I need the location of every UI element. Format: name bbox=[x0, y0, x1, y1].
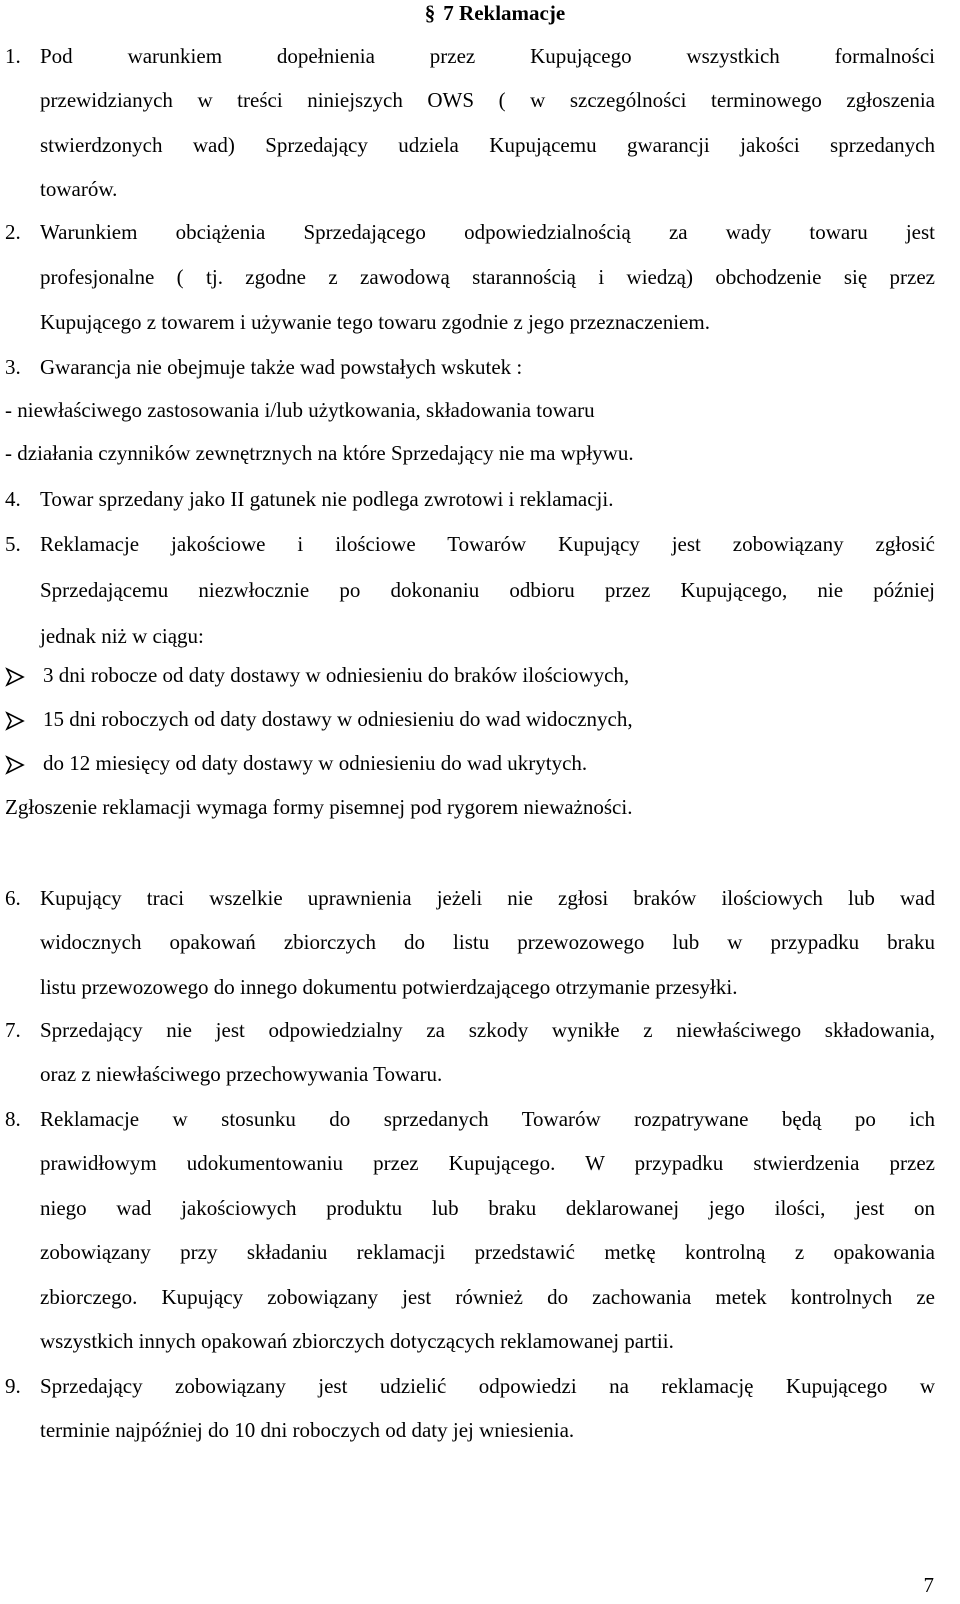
clause-line: Warunkiem obciążenia Sprzedającego odpowiedzialnością za wady towaru jest bbox=[40, 220, 935, 244]
bullet-text: 3 dni robocze od daty dostawy w odniesieniu do braków ilościowych, bbox=[43, 663, 630, 687]
clause-line: Sprzedającemu niezwłocznie po dokonaniu odbioru przez Kupującego, nie później bbox=[40, 577, 935, 602]
written-form-note: Zgłoszenie reklamacji wymaga formy pisemnej pod rygorem nieważności. bbox=[5, 795, 633, 819]
clause-3-dash-line: - działania czynników zewnętrznych na które Sprzedający nie ma wpływu. bbox=[5, 441, 634, 465]
clause-line: prawidłowym udokumentowaniu przez Kupującego. W przypadku stwierdzenia przez bbox=[40, 1151, 935, 1176]
clause-line: Sprzedający nie jest odpowiedzialny za szkody wynikłe z niewłaściwego składowania, bbox=[40, 1018, 935, 1042]
section-title: 7 Reklamacje bbox=[443, 1, 566, 25]
clause-line: stwierdzonych wad) Sprzedający udziela Kupującemu gwarancji jakości sprzedanych bbox=[40, 132, 935, 157]
clause-text bbox=[40, 478, 935, 520]
clause-line: wszystkich innych opakowań zbiorczych dotyczących reklamowanej partii. bbox=[40, 1329, 674, 1354]
clause-line: zobowiązany przy składaniu reklamacji przedstawić metkę kontrolną z opakowania bbox=[40, 1240, 935, 1265]
clause-3-dash-line: - niewłaściwego zastosowania i/lub użytkowania, składowania towaru bbox=[5, 398, 595, 422]
clause-line: Towar sprzedany jako II gatunek nie podlega zwrotowi i reklamacji. bbox=[40, 487, 614, 511]
clause-line: przewidzianych w treści niniejszych OWS ( w szczególności terminowego zgłoszenia bbox=[40, 88, 935, 113]
clause-number: 5. bbox=[5, 532, 21, 556]
clause-text bbox=[40, 1097, 935, 1363]
clause-number: 1. bbox=[5, 44, 21, 68]
clause-text bbox=[40, 34, 935, 212]
clause-3 bbox=[5, 346, 935, 388]
clause-number: 7. bbox=[5, 1018, 21, 1042]
clause-8 bbox=[5, 1097, 935, 1363]
section-sign: § bbox=[424, 1, 436, 25]
clause-text bbox=[40, 522, 935, 659]
clause-line: oraz z niewłaściwego przechowywania Towaru. bbox=[40, 1062, 443, 1087]
clause-text bbox=[40, 1364, 935, 1453]
clause-line: zbiorczego. Kupujący zobowiązany jest również do zachowania metek kontrolnych ze bbox=[40, 1284, 935, 1309]
arrow-bullet-icon bbox=[5, 711, 27, 731]
clause-1 bbox=[5, 34, 935, 212]
arrow-bullet-icon bbox=[5, 755, 27, 775]
clause-line: towarów. bbox=[40, 177, 118, 202]
clause-6 bbox=[5, 876, 935, 1009]
section-heading bbox=[0, 0, 960, 26]
clause-text bbox=[40, 210, 935, 345]
clause-5 bbox=[5, 522, 935, 659]
clause-line: Reklamacje w stosunku do sprzedanych Towarów rozpatrywane będą po ich bbox=[40, 1107, 935, 1131]
clause-number: 9. bbox=[5, 1374, 21, 1398]
clause-number: 8. bbox=[5, 1107, 21, 1131]
clause-4 bbox=[5, 478, 935, 520]
bullet-text: 15 dni roboczych od daty dostawy w odniesieniu do wad widocznych, bbox=[43, 707, 633, 731]
clause-number: 4. bbox=[5, 487, 21, 511]
clause-line: profesjonalne ( tj. zgodne z zawodową starannością i wiedzą) obchodzenie się przez bbox=[40, 265, 935, 289]
bullet-text: do 12 miesięcy od daty dostawy w odniesieniu do wad ukrytych. bbox=[43, 751, 588, 775]
clause-line: listu przewozowego do innego dokumentu potwierdzającego otrzymanie przesyłki. bbox=[40, 974, 738, 999]
clause-number: 2. bbox=[5, 220, 21, 244]
clause-7 bbox=[5, 1008, 935, 1097]
clause-line: Kupującego z towarem i używanie tego towaru zgodnie z jego przeznaczeniem. bbox=[40, 310, 710, 334]
clause-line: Sprzedający zobowiązany jest udzielić odpowiedzi na reklamację Kupującego w bbox=[40, 1374, 935, 1398]
clause-line: niego wad jakościowych produktu lub braku deklarowanej jego ilości, jest on bbox=[40, 1195, 935, 1220]
clause-text bbox=[40, 876, 935, 1009]
clause-line: Kupujący traci wszelkie uprawnienia jeżeli nie zgłosi braków ilościowych lub wad bbox=[40, 886, 935, 910]
clause-line: Reklamacje jakościowe i ilościowe Towarów Kupujący jest zobowiązany zgłosić bbox=[40, 532, 935, 556]
clause-9 bbox=[5, 1364, 935, 1453]
clause-line: terminie najpóźniej do 10 dni roboczych od daty jej wniesienia. bbox=[40, 1418, 575, 1443]
clause-number: 3. bbox=[5, 355, 21, 379]
clause-line: jednak niż w ciągu: bbox=[40, 623, 204, 648]
clause-text bbox=[40, 346, 935, 388]
clause-line: widocznych opakowań zbiorczych do listu przewozowego lub w przypadku braku bbox=[40, 930, 935, 955]
clause-text bbox=[40, 1008, 935, 1097]
page-number: 7 bbox=[923, 1573, 934, 1597]
arrow-bullet-icon bbox=[5, 667, 27, 687]
clause-number: 6. bbox=[5, 886, 21, 910]
clause-2 bbox=[5, 210, 935, 345]
clause-line: Gwarancja nie obejmuje także wad powstałych wskutek : bbox=[40, 355, 523, 379]
clause-line: Pod warunkiem dopełnienia przez Kupującego wszystkich formalności bbox=[40, 44, 935, 68]
